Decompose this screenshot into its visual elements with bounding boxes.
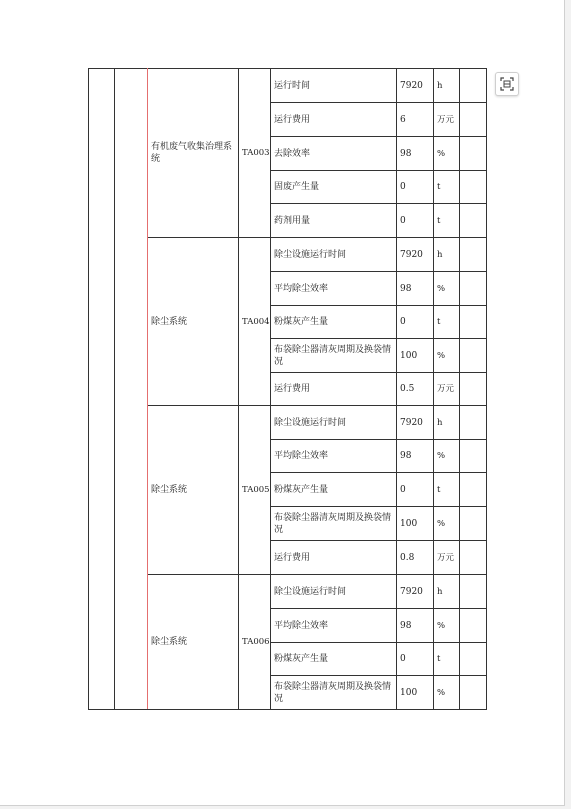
value-cell: 7920	[397, 238, 434, 272]
empty-cell	[460, 339, 487, 373]
empty-cell	[460, 373, 487, 406]
table-row	[89, 575, 487, 609]
item-name-cell: 粉煤灰产生量	[271, 306, 397, 339]
unit-cell: h	[434, 406, 460, 440]
item-name-cell: 运行时间	[271, 69, 397, 103]
facility-code-cell: TA005	[239, 406, 271, 575]
value-cell: 0	[397, 171, 434, 204]
unit-cell: 万元	[434, 103, 460, 137]
unit-cell: h	[434, 575, 460, 609]
empty-cell	[460, 440, 487, 473]
value-cell: 7920	[397, 575, 434, 609]
value-cell: 0	[397, 473, 434, 507]
system-name-cell: 除尘系统	[148, 238, 239, 406]
empty-cell	[460, 507, 487, 541]
empty-cell	[460, 103, 487, 137]
item-name-cell: 除尘设施运行时间	[271, 575, 397, 609]
empty-cell	[460, 473, 487, 507]
unit-cell: %	[434, 137, 460, 171]
value-cell: 7920	[397, 406, 434, 440]
value-cell: 0.8	[397, 541, 434, 575]
unit-cell: %	[434, 676, 460, 710]
data-table	[88, 68, 487, 710]
empty-cell	[460, 676, 487, 710]
unit-cell: h	[434, 238, 460, 272]
empty-cell	[460, 272, 487, 306]
table-row	[89, 69, 487, 103]
empty-cell	[460, 69, 487, 103]
empty-cell	[460, 171, 487, 204]
value-cell: 6	[397, 103, 434, 137]
value-cell: 0	[397, 204, 434, 238]
item-name-cell: 平均除尘效率	[271, 609, 397, 643]
unit-cell: t	[434, 306, 460, 339]
empty-cell	[460, 406, 487, 440]
blank-column-cell	[115, 69, 148, 710]
unit-cell: %	[434, 272, 460, 306]
item-name-cell: 布袋除尘器清灰周期及换袋情况	[271, 676, 397, 710]
unit-cell: t	[434, 171, 460, 204]
item-name-cell: 去除效率	[271, 137, 397, 171]
system-name-cell: 除尘系统	[148, 406, 239, 575]
item-name-cell: 药剂用量	[271, 204, 397, 238]
item-name-cell: 除尘设施运行时间	[271, 406, 397, 440]
empty-cell	[460, 238, 487, 272]
item-name-cell: 固废产生量	[271, 171, 397, 204]
empty-cell	[460, 204, 487, 238]
table-row	[89, 406, 487, 440]
item-name-cell: 粉煤灰产生量	[271, 643, 397, 676]
facility-code-cell: TA006	[239, 575, 271, 710]
system-name-cell: 有机废气收集治理系统	[148, 69, 239, 238]
unit-cell: 万元	[434, 541, 460, 575]
unit-cell: t	[434, 204, 460, 238]
item-name-cell: 运行费用	[271, 541, 397, 575]
unit-cell: h	[434, 69, 460, 103]
value-cell: 100	[397, 507, 434, 541]
value-cell: 98	[397, 609, 434, 643]
value-cell: 98	[397, 272, 434, 306]
value-cell: 98	[397, 137, 434, 171]
unit-cell: t	[434, 643, 460, 676]
empty-cell	[460, 609, 487, 643]
unit-cell: %	[434, 609, 460, 643]
value-cell: 0.5	[397, 373, 434, 406]
unit-cell: t	[434, 473, 460, 507]
item-name-cell: 布袋除尘器清灰周期及换袋情况	[271, 507, 397, 541]
unit-cell: %	[434, 339, 460, 373]
value-cell: 0	[397, 306, 434, 339]
item-name-cell: 布袋除尘器清灰周期及换袋情况	[271, 339, 397, 373]
item-name-cell: 平均除尘效率	[271, 272, 397, 306]
facility-code-cell: TA003	[239, 69, 271, 238]
unit-cell: %	[434, 440, 460, 473]
empty-cell	[460, 575, 487, 609]
item-name-cell: 运行费用	[271, 103, 397, 137]
empty-cell	[460, 541, 487, 575]
facility-code-cell: TA004	[239, 238, 271, 406]
item-name-cell: 粉煤灰产生量	[271, 473, 397, 507]
value-cell: 7920	[397, 69, 434, 103]
blank-column-cell	[89, 69, 115, 710]
scan-icon	[500, 77, 514, 91]
system-name-cell: 除尘系统	[148, 575, 239, 710]
empty-cell	[460, 643, 487, 676]
empty-cell	[460, 306, 487, 339]
value-cell: 100	[397, 676, 434, 710]
item-name-cell: 平均除尘效率	[271, 440, 397, 473]
item-name-cell: 运行费用	[271, 373, 397, 406]
table-row	[89, 238, 487, 272]
empty-cell	[460, 137, 487, 171]
value-cell: 100	[397, 339, 434, 373]
value-cell: 0	[397, 643, 434, 676]
value-cell: 98	[397, 440, 434, 473]
unit-cell: %	[434, 507, 460, 541]
scan-button[interactable]	[495, 72, 519, 96]
unit-cell: 万元	[434, 373, 460, 406]
item-name-cell: 除尘设施运行时间	[271, 238, 397, 272]
